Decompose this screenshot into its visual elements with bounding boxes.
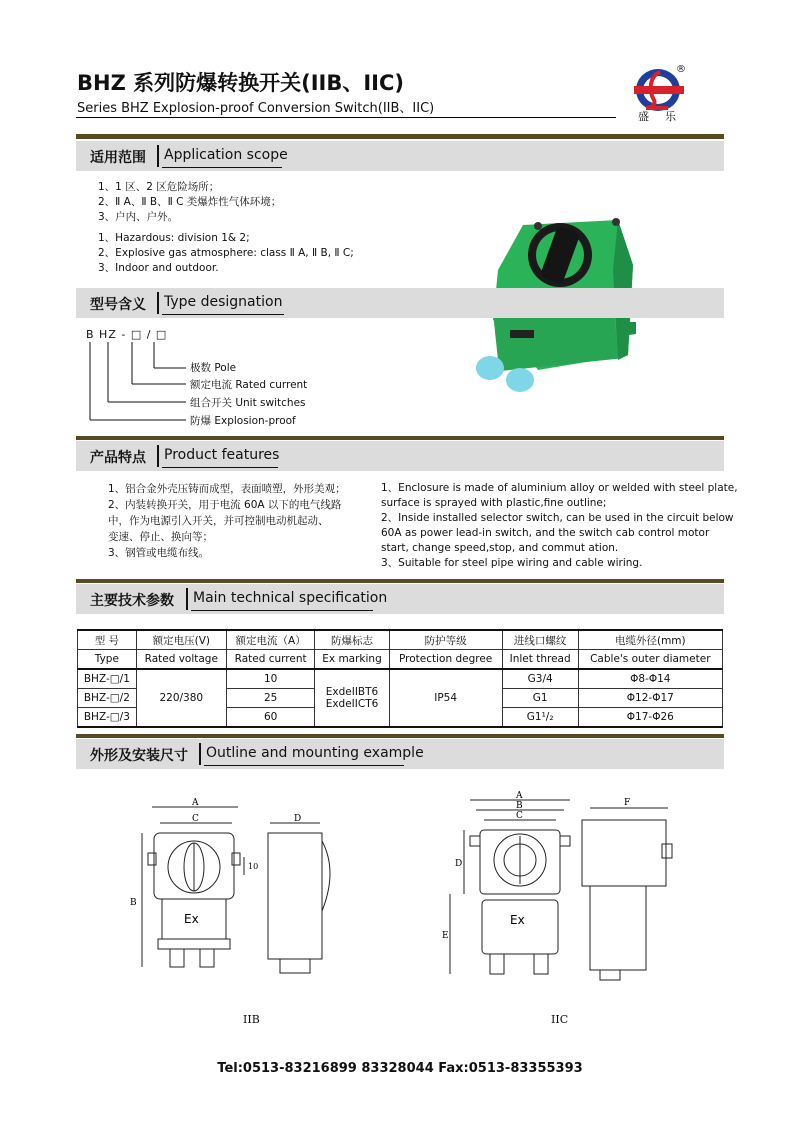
svg-text:F: F (624, 798, 631, 808)
header-cell: 额定电压(V) (136, 630, 226, 650)
section-title-cn: 适用范围 (90, 150, 146, 166)
svg-text:D: D (294, 814, 302, 824)
list-item: surface is sprayed with plastic,fine outline; (381, 497, 607, 509)
section-title-en: Application scope (164, 147, 288, 163)
list-item: 中，作为电源引入开关，并可控制电动机起动、 (108, 515, 329, 527)
page-subtitle: Series BHZ Explosion-proof Conversion Switch(IIB、IIC) (77, 101, 435, 116)
header-cell: 型 号 (78, 630, 137, 650)
header-cell: 防护等级 (389, 630, 502, 650)
section-title-cn: 外形及安装尺寸 (90, 748, 188, 764)
table-row: BHZ-□/2 25 G1 Φ12-Φ17 (78, 689, 723, 708)
registered-mark: ® (676, 64, 686, 75)
list-item: 2、Ⅱ A、Ⅱ B、Ⅱ C 类爆炸性气体环境； (98, 196, 282, 208)
header-cell: 防爆标志 (315, 630, 389, 650)
features-list-en (381, 481, 738, 571)
caption-iic: IIC (551, 1013, 569, 1026)
section-title-en: Outline and mounting example (206, 745, 424, 761)
section-title-en: Main technical specification (193, 590, 388, 606)
section-title-cn: 型号含义 (90, 297, 146, 313)
page-title: BHZ 系列防爆转换开关(IIB、IIC) (77, 71, 404, 95)
svg-text:A: A (192, 798, 199, 808)
section-outline-header (76, 739, 724, 769)
section-type-header (76, 288, 724, 318)
svg-text:Ex: Ex (184, 912, 199, 926)
list-item: 1、Enclosure is made of aluminium alloy or welded with steel plate, (381, 482, 738, 494)
application-list-cn (98, 180, 281, 225)
voltage-cell: 220/380 (136, 669, 226, 727)
svg-text:10: 10 (248, 862, 259, 871)
header-cell: Rated current (226, 650, 315, 670)
features-list-cn (108, 481, 346, 561)
header-cell: 进线口螺纹 (502, 630, 578, 650)
section-title-cn: 产品特点 (90, 450, 146, 466)
label-rated-current: 额定电流 Rated current (190, 379, 308, 391)
list-item: 60A as power lead-in switch, and the switch cab control motor (381, 527, 710, 539)
header-cell: Cable's outer diameter (578, 650, 722, 670)
svg-text:E: E (442, 931, 449, 941)
list-item: 3、户内、户外。 (98, 211, 179, 223)
list-item: 1、铝合金外壳压铸而成型，表面喷塑，外形美观； (108, 483, 346, 495)
title-divider (76, 117, 616, 118)
section-features-header (76, 441, 724, 471)
section-title-en: Type designation (164, 294, 283, 310)
logo-text: 盛乐 (638, 110, 692, 123)
header-cell: Ex marking (315, 650, 389, 670)
label-explosion-proof: 防爆 Explosion-proof (190, 415, 296, 427)
header-cell: Rated voltage (136, 650, 226, 670)
list-item: 3、钢管或电缆布线。 (108, 547, 210, 559)
section-application-header (76, 141, 724, 171)
section-spec-header (76, 584, 724, 614)
svg-text:B: B (130, 898, 137, 908)
header-cell: Inlet thread (502, 650, 578, 670)
table-row: BHZ-□/3 60 G1¹/₂ Φ17-Φ26 (78, 708, 723, 728)
svg-text:Ex: Ex (510, 913, 525, 927)
list-item: 3、Suitable for steel pipe wiring and cable wiring. (381, 557, 643, 569)
svg-text:C: C (516, 811, 523, 821)
ex-marking-cell: ExdeIIBT6 ExdeIICT6 (315, 669, 389, 727)
list-item: 1、1 区、2 区危险场所； (98, 181, 220, 193)
svg-text:B: B (516, 801, 523, 811)
caption-iib: IIB (243, 1013, 260, 1026)
header-cell: Protection degree (389, 650, 502, 670)
label-pole: 极数 Pole (190, 362, 237, 374)
list-item: 2、Inside installed selector switch, can be used in the circuit below (381, 512, 734, 524)
outline-drawing-iib (120, 795, 360, 985)
label-unit-switches: 组合开关 Unit switches (190, 397, 306, 409)
list-item: 2、Explosive gas atmosphere: class Ⅱ A, Ⅱ B, Ⅱ C; (98, 247, 354, 259)
section-title-en: Product features (164, 447, 280, 463)
header-cell: Type (78, 650, 137, 670)
application-list-en (98, 231, 354, 276)
list-item: 1、Hazardous: division 1& 2; (98, 232, 250, 244)
spec-table (77, 629, 723, 728)
type-code: B HZ - □ / □ (86, 328, 168, 341)
svg-text:D: D (455, 859, 463, 869)
top-bar (76, 134, 724, 139)
header-cell: 电缆外径(mm) (578, 630, 722, 650)
table-row: BHZ-□/1 220/380 10 ExdeIIBT6 ExdeIICT6 IP54 G3/4 Φ8-Φ14 (78, 669, 723, 689)
svg-text:A: A (516, 791, 523, 801)
header-cell: 额定电流（A） (226, 630, 315, 650)
contact-info: Tel:0513-83216899 83328044 Fax:0513-83355393 (217, 1061, 583, 1076)
protection-cell: IP54 (389, 669, 502, 727)
list-item: 2、内装转换开关，用于电流 60A 以下的电气线路 (108, 499, 342, 511)
list-item: 3、Indoor and outdoor. (98, 262, 219, 274)
svg-text:C: C (192, 814, 199, 824)
list-item: 变速、停止、换向等； (108, 531, 213, 543)
list-item: start, change speed,stop, and commut ation. (381, 542, 619, 554)
outline-drawing-iic (440, 790, 690, 990)
section-title-cn: 主要技术参数 (90, 593, 174, 609)
